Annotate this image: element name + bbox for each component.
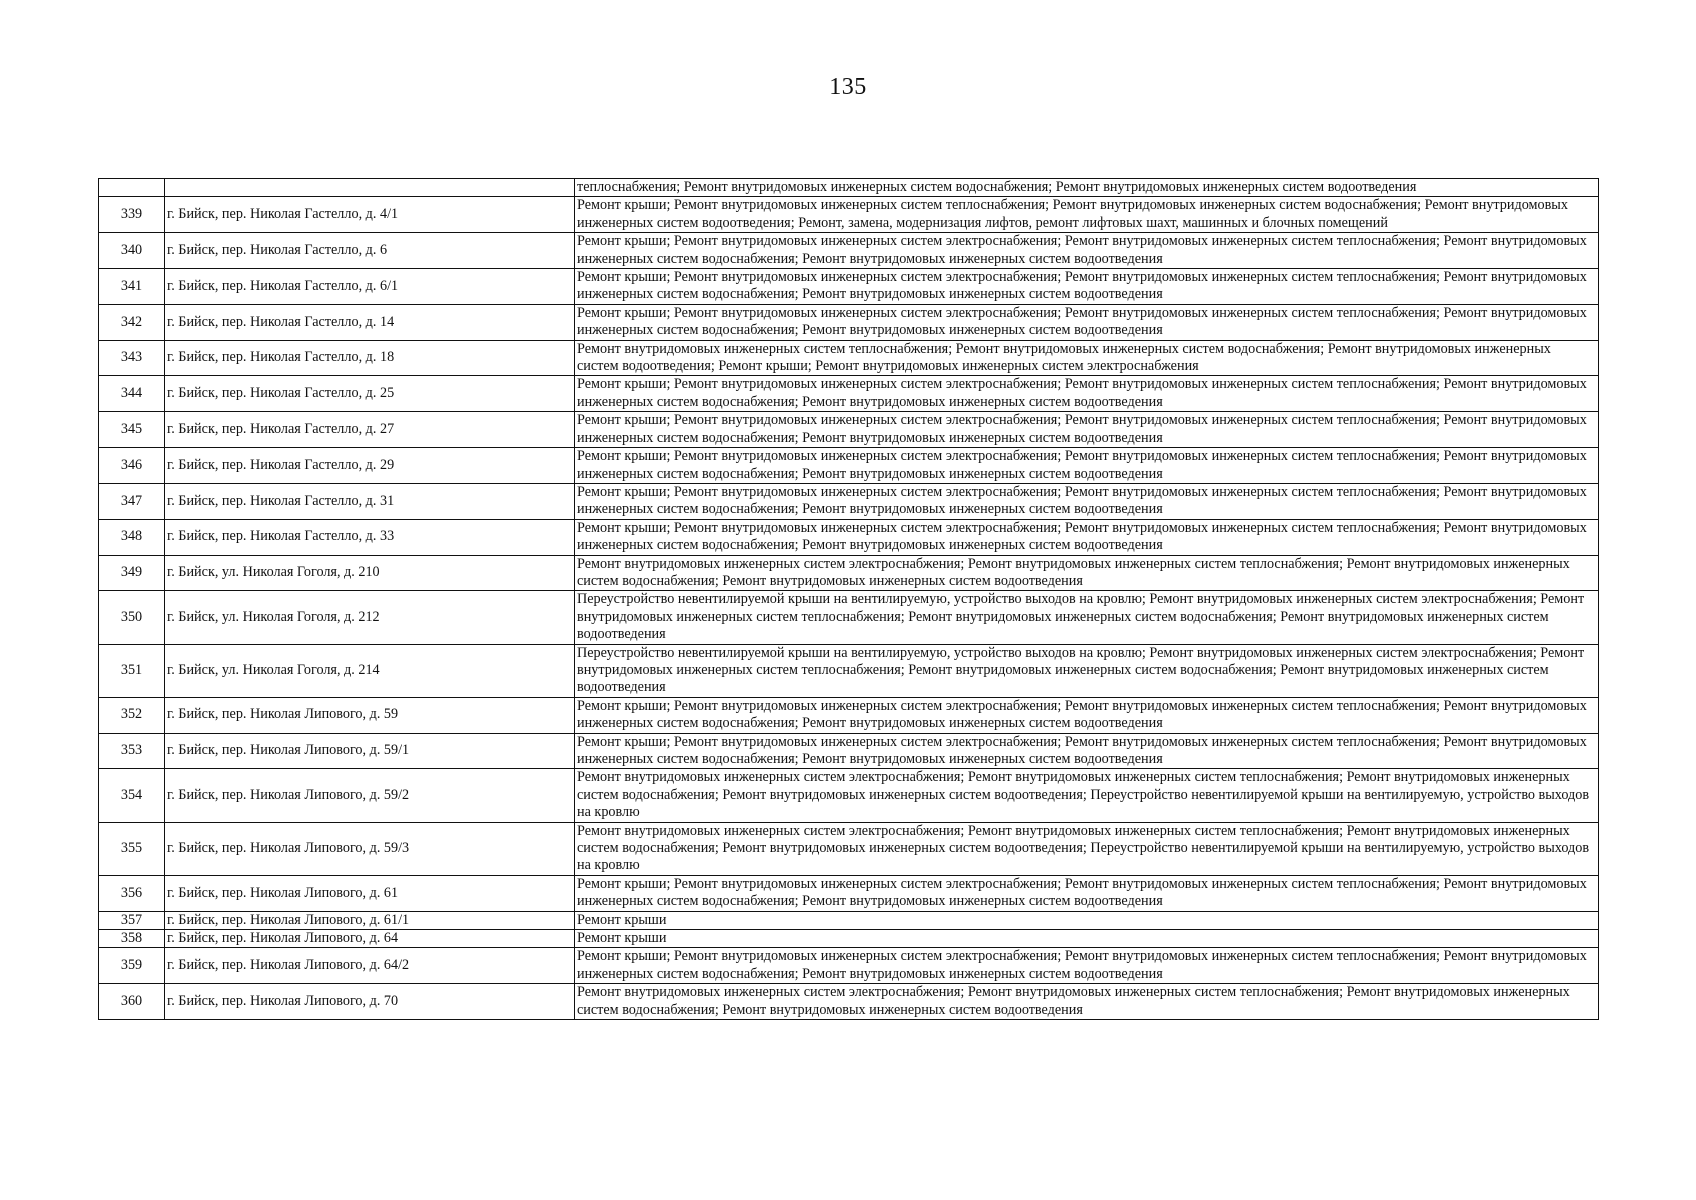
table-row	[99, 984, 1599, 1020]
row-works: Переустройство невентилируемой крыши на вентилируемую, устройство выходов на кровлю; Ремонт внутридомовых инженерных систем электроснабжения; Ремонт внутридомовых инженерных систем теплоснабжения; Ремонт внутридомовых инженерных систем водоснабжения; Ремонт внутридомовых инженерных систем водоотведения	[575, 644, 1599, 697]
row-works: Ремонт крыши; Ремонт внутридомовых инженерных систем электроснабжения; Ремонт внутридомовых инженерных систем теплоснабжения; Ремонт внутридомовых инженерных систем водоснабжения; Ремонт внутридомовых инженерных систем водоотведения	[575, 269, 1599, 305]
row-number: 352	[99, 697, 165, 733]
row-address: г. Бийск, пер. Николая Гастелло, д. 6	[165, 233, 575, 269]
row-number: 354	[99, 769, 165, 822]
row-works: Ремонт внутридомовых инженерных систем электроснабжения; Ремонт внутридомовых инженерных систем теплоснабжения; Ремонт внутридомовых инженерных систем водоснабжения; Ремонт внутридомовых инженерных систем водоотведения; Переустройство невентилируемой крыши на вентилируемую, устройство выходов на кровлю	[575, 769, 1599, 822]
row-number: 351	[99, 644, 165, 697]
row-number: 353	[99, 733, 165, 769]
row-address: г. Бийск, пер. Николая Гастелло, д. 18	[165, 340, 575, 376]
row-works: Ремонт внутридомовых инженерных систем электроснабжения; Ремонт внутридомовых инженерных систем теплоснабжения; Ремонт внутридомовых инженерных систем водоснабжения; Ремонт внутридомовых инженерных систем водоотведения	[575, 555, 1599, 591]
row-works: теплоснабжения; Ремонт внутридомовых инженерных систем водоснабжения; Ремонт внутридомовых инженерных систем водоотведения	[575, 179, 1599, 197]
row-number: 348	[99, 519, 165, 555]
row-number: 340	[99, 233, 165, 269]
row-works: Ремонт внутридомовых инженерных систем электроснабжения; Ремонт внутридомовых инженерных систем теплоснабжения; Ремонт внутридомовых инженерных систем водоснабжения; Ремонт внутридомовых инженерных систем водоотведения	[575, 984, 1599, 1020]
row-address: г. Бийск, пер. Николая Гастелло, д. 33	[165, 519, 575, 555]
row-address: г. Бийск, пер. Николая Гастелло, д. 31	[165, 483, 575, 519]
row-number: 360	[99, 984, 165, 1020]
table-row	[99, 179, 1599, 197]
table-row	[99, 197, 1599, 233]
row-number: 358	[99, 930, 165, 948]
row-works: Ремонт крыши; Ремонт внутридомовых инженерных систем электроснабжения; Ремонт внутридомовых инженерных систем теплоснабжения; Ремонт внутридомовых инженерных систем водоснабжения; Ремонт внутридомовых инженерных систем водоотведения	[575, 376, 1599, 412]
row-address: г. Бийск, пер. Николая Липового, д. 64	[165, 930, 575, 948]
row-address: г. Бийск, пер. Николая Липового, д. 61/1	[165, 911, 575, 929]
table-row	[99, 340, 1599, 376]
row-works: Ремонт крыши; Ремонт внутридомовых инженерных систем электроснабжения; Ремонт внутридомовых инженерных систем теплоснабжения; Ремонт внутридомовых инженерных систем водоснабжения; Ремонт внутридомовых инженерных систем водоотведения	[575, 875, 1599, 911]
row-address: г. Бийск, пер. Николая Гастелло, д. 14	[165, 304, 575, 340]
table-row	[99, 376, 1599, 412]
table-row	[99, 304, 1599, 340]
row-address: г. Бийск, ул. Николая Гоголя, д. 212	[165, 591, 575, 644]
row-number: 341	[99, 269, 165, 305]
row-number: 359	[99, 948, 165, 984]
page-number: 135	[829, 74, 867, 100]
table-row	[99, 911, 1599, 929]
table-row	[99, 591, 1599, 644]
row-number	[99, 179, 165, 197]
row-works: Ремонт крыши; Ремонт внутридомовых инженерных систем электроснабжения; Ремонт внутридомовых инженерных систем теплоснабжения; Ремонт внутридомовых инженерных систем водоснабжения; Ремонт внутридомовых инженерных систем водоотведения	[575, 304, 1599, 340]
row-works: Ремонт крыши; Ремонт внутридомовых инженерных систем электроснабжения; Ремонт внутридомовых инженерных систем теплоснабжения; Ремонт внутридомовых инженерных систем водоснабжения; Ремонт внутридомовых инженерных систем водоотведения	[575, 948, 1599, 984]
row-address: г. Бийск, пер. Николая Гастелло, д. 27	[165, 412, 575, 448]
row-address: г. Бийск, пер. Николая Гастелло, д. 4/1	[165, 197, 575, 233]
row-number: 346	[99, 448, 165, 484]
table-row	[99, 930, 1599, 948]
row-works: Ремонт крыши; Ремонт внутридомовых инженерных систем электроснабжения; Ремонт внутридомовых инженерных систем теплоснабжения; Ремонт внутридомовых инженерных систем водоснабжения; Ремонт внутридомовых инженерных систем водоотведения	[575, 697, 1599, 733]
row-address: г. Бийск, ул. Николая Гоголя, д. 214	[165, 644, 575, 697]
table-row	[99, 483, 1599, 519]
table-row	[99, 822, 1599, 875]
row-number: 350	[99, 591, 165, 644]
row-number: 356	[99, 875, 165, 911]
row-number: 349	[99, 555, 165, 591]
table-row	[99, 644, 1599, 697]
row-works: Ремонт крыши	[575, 911, 1599, 929]
repair-registry-table	[98, 178, 1599, 1020]
row-address: г. Бийск, пер. Николая Липового, д. 61	[165, 875, 575, 911]
row-address: г. Бийск, пер. Николая Липового, д. 70	[165, 984, 575, 1020]
row-works: Ремонт крыши; Ремонт внутридомовых инженерных систем теплоснабжения; Ремонт внутридомовых инженерных систем водоснабжения; Ремонт внутридомовых инженерных систем водоотведения; Ремонт, замена, модернизация лифтов, ремонт лифтовых шахт, машинных и блочных помещений	[575, 197, 1599, 233]
table-row	[99, 233, 1599, 269]
row-address: г. Бийск, пер. Николая Липового, д. 59/1	[165, 733, 575, 769]
table-row	[99, 412, 1599, 448]
row-works: Ремонт внутридомовых инженерных систем электроснабжения; Ремонт внутридомовых инженерных систем теплоснабжения; Ремонт внутридомовых инженерных систем водоснабжения; Ремонт внутридомовых инженерных систем водоотведения; Переустройство невентилируемой крыши на вентилируемую, устройство выходов на кровлю	[575, 822, 1599, 875]
row-works: Ремонт крыши; Ремонт внутридомовых инженерных систем электроснабжения; Ремонт внутридомовых инженерных систем теплоснабжения; Ремонт внутридомовых инженерных систем водоснабжения; Ремонт внутридомовых инженерных систем водоотведения	[575, 519, 1599, 555]
table-row	[99, 697, 1599, 733]
row-number: 339	[99, 197, 165, 233]
row-address: г. Бийск, пер. Николая Липового, д. 59/3	[165, 822, 575, 875]
row-address: г. Бийск, пер. Николая Липового, д. 59	[165, 697, 575, 733]
row-address: г. Бийск, ул. Николая Гоголя, д. 210	[165, 555, 575, 591]
table-row	[99, 733, 1599, 769]
row-number: 342	[99, 304, 165, 340]
row-address	[165, 179, 575, 197]
table-row	[99, 519, 1599, 555]
row-address: г. Бийск, пер. Николая Гастелло, д. 6/1	[165, 269, 575, 305]
row-works: Ремонт крыши; Ремонт внутридомовых инженерных систем электроснабжения; Ремонт внутридомовых инженерных систем теплоснабжения; Ремонт внутридомовых инженерных систем водоснабжения; Ремонт внутридомовых инженерных систем водоотведения	[575, 448, 1599, 484]
row-address: г. Бийск, пер. Николая Липового, д. 64/2	[165, 948, 575, 984]
table-row	[99, 269, 1599, 305]
row-number: 347	[99, 483, 165, 519]
table-row	[99, 769, 1599, 822]
row-works: Ремонт внутридомовых инженерных систем теплоснабжения; Ремонт внутридомовых инженерных систем водоснабжения; Ремонт внутридомовых инженерных систем водоотведения; Ремонт крыши; Ремонт внутридомовых инженерных систем электроснабжения	[575, 340, 1599, 376]
table-row	[99, 948, 1599, 984]
table-row	[99, 555, 1599, 591]
row-number: 357	[99, 911, 165, 929]
row-works: Ремонт крыши; Ремонт внутридомовых инженерных систем электроснабжения; Ремонт внутридомовых инженерных систем теплоснабжения; Ремонт внутридомовых инженерных систем водоснабжения; Ремонт внутридомовых инженерных систем водоотведения	[575, 733, 1599, 769]
row-works: Ремонт крыши; Ремонт внутридомовых инженерных систем электроснабжения; Ремонт внутридомовых инженерных систем теплоснабжения; Ремонт внутридомовых инженерных систем водоснабжения; Ремонт внутридомовых инженерных систем водоотведения	[575, 483, 1599, 519]
row-works: Переустройство невентилируемой крыши на вентилируемую, устройство выходов на кровлю; Ремонт внутридомовых инженерных систем электроснабжения; Ремонт внутридомовых инженерных систем теплоснабжения; Ремонт внутридомовых инженерных систем водоснабжения; Ремонт внутридомовых инженерных систем водоотведения	[575, 591, 1599, 644]
row-works: Ремонт крыши; Ремонт внутридомовых инженерных систем электроснабжения; Ремонт внутридомовых инженерных систем теплоснабжения; Ремонт внутридомовых инженерных систем водоснабжения; Ремонт внутридомовых инженерных систем водоотведения	[575, 412, 1599, 448]
row-address: г. Бийск, пер. Николая Гастелло, д. 25	[165, 376, 575, 412]
row-number: 343	[99, 340, 165, 376]
row-address: г. Бийск, пер. Николая Липового, д. 59/2	[165, 769, 575, 822]
row-works: Ремонт крыши; Ремонт внутридомовых инженерных систем электроснабжения; Ремонт внутридомовых инженерных систем теплоснабжения; Ремонт внутридомовых инженерных систем водоснабжения; Ремонт внутридомовых инженерных систем водоотведения	[575, 233, 1599, 269]
table-row	[99, 448, 1599, 484]
row-number: 355	[99, 822, 165, 875]
row-number: 344	[99, 376, 165, 412]
row-works: Ремонт крыши	[575, 930, 1599, 948]
table-row	[99, 875, 1599, 911]
row-address: г. Бийск, пер. Николая Гастелло, д. 29	[165, 448, 575, 484]
row-number: 345	[99, 412, 165, 448]
